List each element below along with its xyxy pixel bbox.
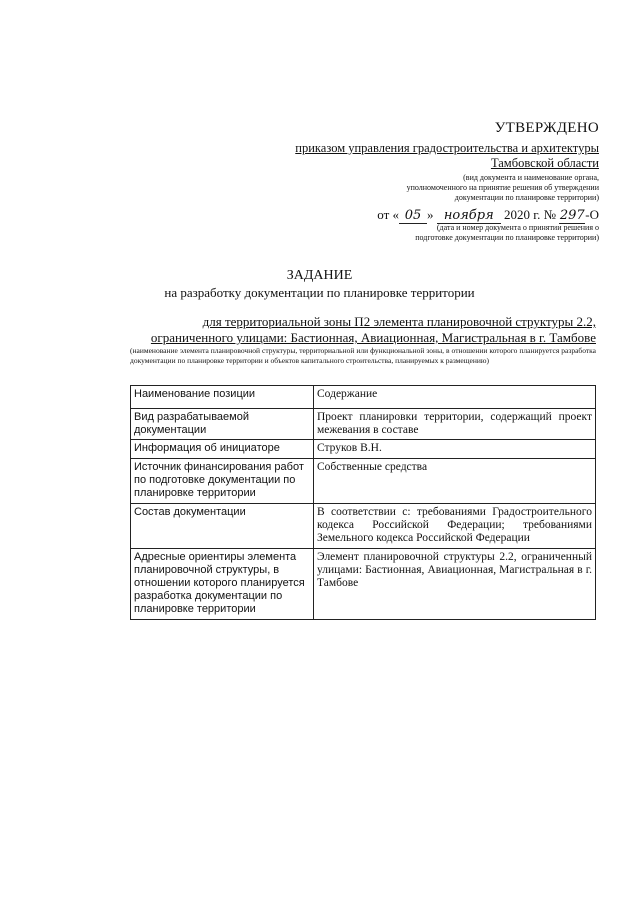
row-label: Источник финансирования работ по подготовке документации по планировке территории	[131, 459, 314, 504]
table-row	[131, 440, 596, 459]
approval-block	[219, 120, 599, 203]
approval-title: УТВЕРЖДЕНО	[494, 120, 599, 136]
row-value: Проект планировки территории, содержащий проект межевания в составе	[314, 409, 596, 440]
approval-issuer-line2: Тамбовской области	[490, 156, 599, 170]
approval-issuer-line1: приказом управления градостроительства и архитектуры	[295, 141, 599, 155]
date-day: 05	[399, 208, 427, 224]
row-label: Состав документации	[131, 504, 314, 549]
row-value: Струков В.Н.	[314, 440, 596, 459]
approval-note-line2: уполномоченного на принятие решения об утверждении	[406, 183, 599, 192]
date-prefix: от «	[377, 207, 399, 222]
header-cell-position: Наименование позиции	[131, 386, 314, 409]
approval-note-line3: документации по планировке территории)	[454, 193, 599, 202]
row-value: Собственные средства	[314, 459, 596, 504]
table-header-row	[131, 386, 596, 409]
zone-line2: ограниченного улицами: Бастионная, Авиационная, Магистральная в г. Тамбове	[150, 330, 596, 345]
table-row	[131, 504, 596, 549]
row-value: В соответствии с: требованиями Градостроительного кодекса Российской Федерации; требованиями Земельного кодекса Российской Федерации	[314, 504, 596, 549]
task-table	[130, 385, 596, 620]
zone-note: (наименование элемента планировочной структуры, территориальной или функциональной зоны, в отношении которого планируется разработка документации по планировке территории и объектов капитального строительства, планируемых к размещению)	[130, 346, 596, 365]
date-sep: »	[427, 207, 434, 222]
approval-note	[219, 173, 599, 203]
date-note	[359, 223, 599, 243]
zone-line1: для территориальной зоны П2 элемента планировочной структуры 2.2,	[202, 314, 596, 329]
approval-note-line1: (вид документа и наименование органа,	[463, 173, 599, 182]
row-label: Вид разрабатываемой документации	[131, 409, 314, 440]
table-row	[131, 459, 596, 504]
table-row	[131, 549, 596, 620]
row-value: Элемент планировочной структуры 2.2, ограниченный улицами: Бастионная, Авиационная, Магистральная в г. Тамбове	[314, 549, 596, 620]
document-subtitle: на разработку документации по планировке территории	[164, 285, 475, 300]
date-note-line2: подготовке документации по планировке территории)	[415, 233, 599, 242]
zone-description	[130, 314, 596, 346]
order-suffix: -О	[585, 207, 599, 222]
order-date-line	[377, 207, 599, 224]
date-year: 2020 г. №	[504, 207, 557, 222]
date-note-line1: (дата и номер документа о принятии решения о	[436, 223, 599, 232]
row-label: Информация об инициаторе	[131, 440, 314, 459]
header-cell-content: Содержание	[314, 386, 596, 409]
row-label: Адресные ориентиры элемента планировочной структуры, в отношении которого планируется разработка документации по планировке территории	[131, 549, 314, 620]
date-month: ноября	[437, 208, 501, 224]
table-row	[131, 409, 596, 440]
order-number: 297	[559, 208, 585, 223]
document-title: ЗАДАНИЕ	[286, 268, 353, 283]
